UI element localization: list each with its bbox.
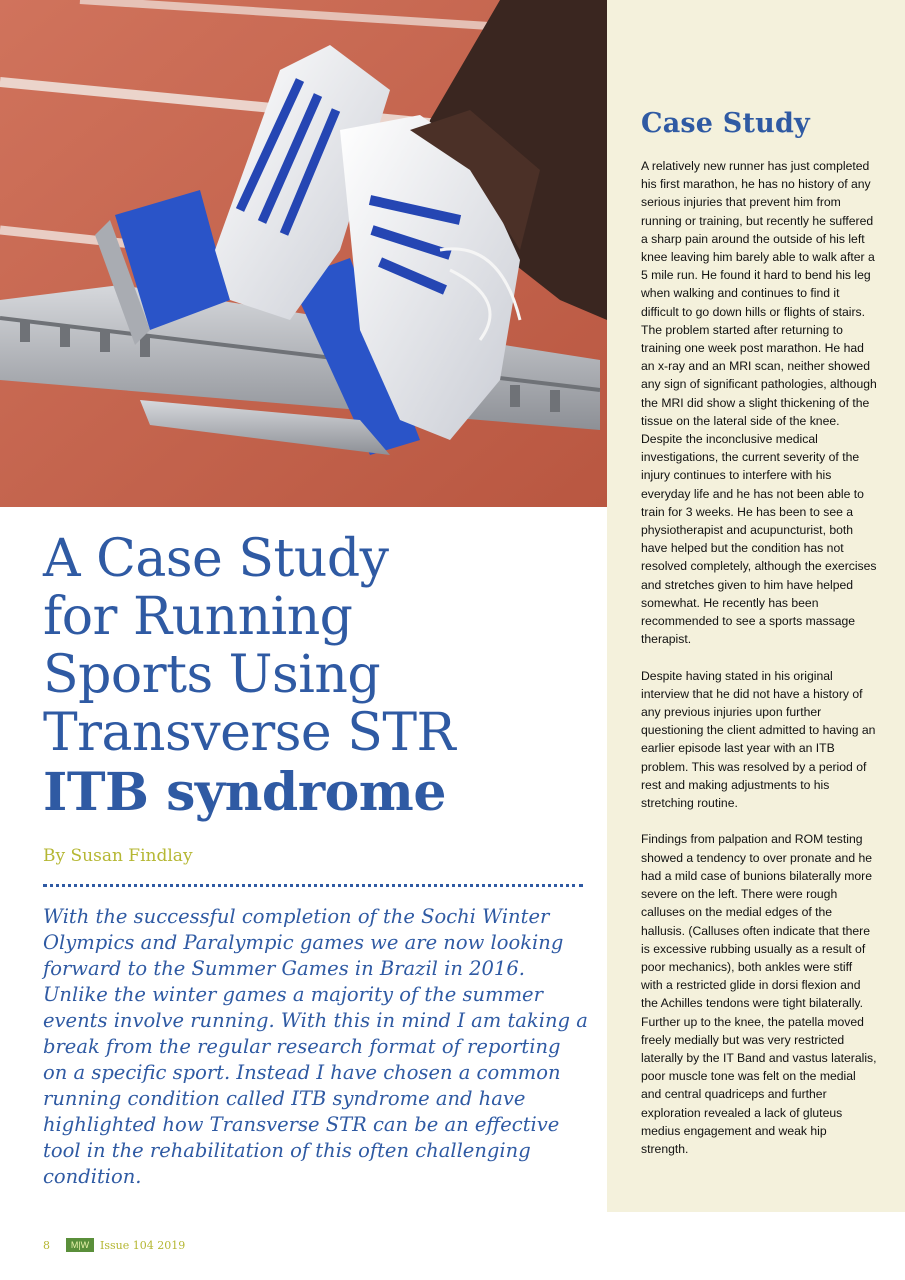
title-bold-line: ITB syndrome <box>43 762 446 823</box>
title-line: A Case Study <box>43 529 389 589</box>
dotted-divider <box>43 884 583 887</box>
sidebar-paragraph: Despite having stated in his original interview that he did not have a history of any previous injuries upon further questioning the client admitted to having an earlier episode last year with an ITB problem. This was resolved by a period of rest and making adjustments to his stretching routine. <box>641 668 876 811</box>
title-line: for Running <box>43 587 353 647</box>
sidebar-paragraph: A relatively new runner has just completed his first marathon, he has no history of any serious injuries that prevent him from running or training, but recently he suffered a sharp pain around the outside of his left knee leaving him barely able to walk after a 5 mile run. He found it hard to bend his leg when walking and continues to find it difficult to go down hills or flights of stairs. The problem started after returning to training one week post marathon. He had an x-ray and an MRI scan, neither showed any sign of significant pathologies, although the MRI did show a slight thickening of the tissue on the lateral side of the knee. Despite the inconclusive medical investigations, the current severity of the injury continues to interfere with his everyday life and he has not been able to train for 3 weeks. He has been to see a physiotherapist and acupuncturist, both have helped but the condition has not resolved completely, although the exercises and stretches given to him have helped somewhat. He recently has been recommended to see a sports massage therapist. <box>641 159 877 647</box>
issue-label: Issue 104 2019 <box>100 1238 186 1252</box>
title-line: Transverse STR <box>43 703 456 763</box>
hero-photo <box>0 0 607 507</box>
sidebar-title: Case Study <box>641 108 810 139</box>
author-byline: By Susan Findlay <box>43 846 193 866</box>
page-title <box>43 530 603 822</box>
title-line: Sports Using <box>43 645 381 705</box>
intro-paragraph: With the successful completion of the Sochi Winter Olympics and Paralympic games we are now looking forward to the Summer Games in Brazil in 2016. Unlike the winter games a majority of the summer events involve running. With this in mind I am taking a break from the regular research format of reporting on a specific sport. Instead I have chosen a common running condition called ITB syndrome and have highlighted how Transverse STR can be an effective tool in the rehabilitation of this often challenging condition. <box>43 905 588 1188</box>
magazine-logo: M|W <box>66 1238 94 1252</box>
page-number: 8 <box>43 1238 50 1252</box>
page-footer <box>43 1238 185 1252</box>
sidebar-body <box>641 157 877 1176</box>
sidebar-paragraph: Findings from palpation and ROM testing showed a tendency to over pronate and he had a mild case of bunions bilaterally more severe on the left. There were rough calluses on the medial edges of the hallusis. (Calluses often indicate that there is excessive rubbing usually as a result of poor mechanics), both ankles were stiff with a restricted glide in dorsi flexion and the Achilles tendons were tight bilaterally. Further up to the knee, the patella moved freely medially but was very restricted laterally by the IT Band and vastus lateralis, poor muscle tone was felt on the medial and central quadriceps and further exploration revealed a lack of gluteus medius engagement and weak hip strength. <box>641 832 877 1156</box>
hero-illustration <box>0 0 607 507</box>
